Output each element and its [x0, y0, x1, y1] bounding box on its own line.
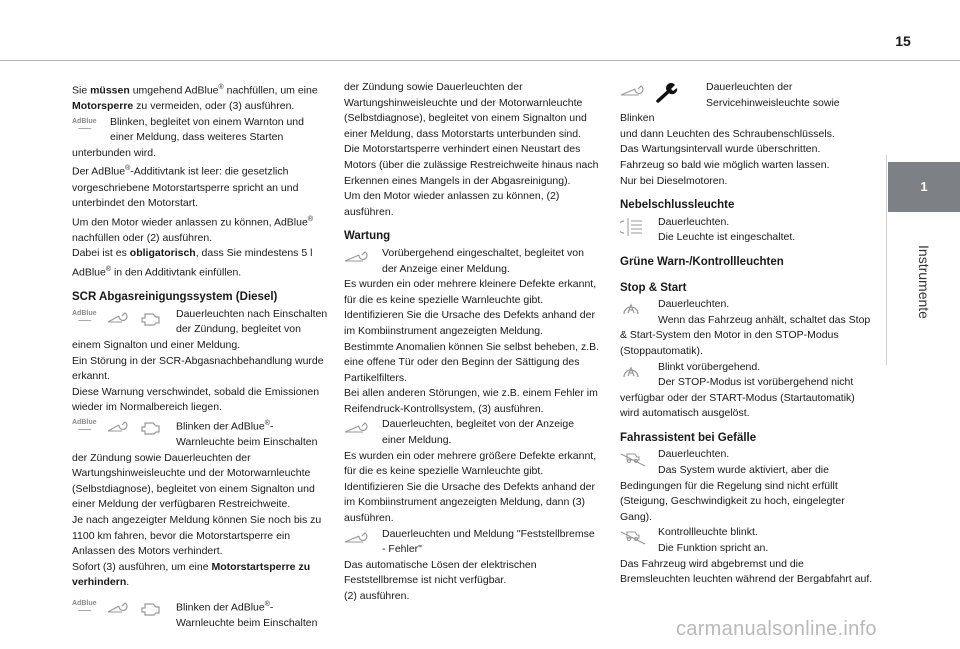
icon-group	[72, 307, 168, 338]
paragraph: Diese Warnung verschwindet, sobald die Emissionen wieder im Normalbereich liegen.	[72, 385, 320, 414]
paragraph: Sie müssen umgehend AdBlue® nachfüllen, um eine Motorsperre zu vermeiden, oder (3) ausführen.	[72, 84, 318, 113]
paragraph: Um den Motor wieder anlassen zu können, AdBlue® nachfüllen oder (2) ausführen.	[72, 215, 313, 244]
icon-description: Dauerleuchten, begleitet von der Anzeige einer Meldung.	[382, 418, 575, 447]
adblue-icon: AdBlue ~~~~~	[72, 309, 97, 325]
icon-description: Vorübergehend eingeschaltet, begleitet von der Anzeige einer Meldung.	[382, 246, 584, 275]
icon-group	[620, 447, 650, 478]
paragraph: (2) ausführen.	[344, 590, 410, 602]
engine-icon	[139, 419, 161, 435]
icon-group	[620, 360, 650, 391]
paragraph: Es wurden ein oder mehrere kleinere Defekte erkannt, für die es keine spezielle Warnleuchte gibt.	[344, 278, 597, 306]
icon-description: Dauerleuchten nach Einschalten der Zündung, begleitet von einem Signalton und einer Meldung.	[72, 307, 328, 351]
chapter-title: Instrumente	[916, 245, 932, 319]
paragraph: der Zündung sowie Dauerleuchten der Wartungshinweisleuchte und der Motorwarnleuchte (Selbstdiagnose), begleitet von einem Signalton und einer Meldung, dass Motorstarts unterbunden sind.	[344, 81, 587, 140]
paragraph: Bestimmte Anomalien können Sie selbst beheben, z.B. eine offene Tür oder den Beginn der Sättigung des Partikelfilters.	[344, 340, 600, 384]
header-rule	[0, 60, 960, 61]
icon-group	[72, 416, 168, 447]
paragraph: Die Motorstartsperre verhindert einen Neustart des Motors (über die zulässige Restreichweite hinaus nach Erkennen eines Mangels in der Abgasreinigung).	[344, 143, 599, 187]
paragraph: Bei allen anderen Störungen, wie z.B. einem Fehler im Reifendruck-Kontrollsystem, (3) ausführen.	[344, 387, 598, 415]
engine-icon	[139, 600, 161, 616]
icon-description: Blinkt vorübergehend. Der STOP-Modus ist vorübergehend nicht verfügbar oder der START-Modus (Startautomatik) wird automatisch ausgelöst.	[620, 360, 855, 420]
icon-group	[344, 246, 374, 277]
column-1	[72, 80, 328, 632]
chapter-tab[interactable]: 1	[888, 162, 960, 212]
paragraph: Fahrzeug so bald wie möglich warten lassen.	[620, 158, 830, 171]
wrench-icon	[107, 419, 129, 433]
column-3	[620, 80, 876, 588]
section-heading: Wartung	[344, 230, 391, 243]
stop-start-icon	[620, 363, 642, 381]
paragraph: Sofort (3) ausführen, um eine Motorstartsperre zu verhindern.	[72, 560, 311, 589]
paragraph: Ein Störung in der SCR-Abgasnachbehandlung wurde erkannt.	[72, 354, 324, 383]
icon-description: Blinken der AdBlue®-Warnleuchte beim Einschalten der Zündung sowie Dauerleuchten der Wartungshinweisleuchte und der Motorwarnleuchte (Selbstdiagnose), begleitet von einem Signalton und einer Meldung der verfügbaren Restreichweite.	[72, 419, 318, 511]
icon-description: Dauerleuchten. Das System wurde aktiviert, aber die Bedingungen für die Regelung sind nicht erfüllt (Steigung, Geschwindigkeit zu hoch, eingelegter Gang).	[620, 448, 845, 523]
icon-group	[344, 417, 374, 448]
wrench-icon	[344, 420, 370, 434]
adblue-icon: AdBlue ~~~~~	[72, 117, 97, 133]
wrench-icon	[344, 249, 370, 263]
icon-group	[620, 80, 698, 111]
paragraph: Um den Motor wieder anlassen zu können, (2) ausführen.	[344, 190, 560, 218]
icon-group	[620, 215, 650, 246]
paragraph: Das Wartungsintervall wurde überschritten.	[620, 143, 821, 156]
paragraph: Je nach angezeigter Meldung können Sie noch bis zu 1100 km fahren, bevor die Motorstartsperre ein Anlassen des Motors verhindert.	[72, 513, 322, 558]
paragraph: Das Fahrzeug wird abgebremst und die Bremsleuchten leuchten während der Bergabfahrt auf.	[620, 557, 873, 586]
wrench-icon	[344, 530, 370, 544]
section-heading: Fahrassistent bei Gefälle	[620, 431, 757, 444]
icon-description: Kontrollleuchte blinkt. Die Funktion spricht an.	[658, 526, 769, 555]
adblue-icon: AdBlue ~~~~~	[72, 599, 97, 615]
paragraph: Identifizieren Sie die Ursache des Defekts anhand der im Kombiinstrument angezeigten Meldung.	[344, 309, 595, 337]
paragraph: und dann Leuchten des Schraubenschlüssels.	[620, 127, 835, 140]
hill-descent-icon	[620, 528, 646, 546]
icon-description: Dauerleuchten. Wenn das Fahrzeug anhält, schaltet das Stop & Start-System den Motor in den STOP-Modus (Stoppautomatik).	[620, 298, 871, 357]
rear-fog-light-icon	[620, 218, 644, 236]
paragraph: Es wurden ein oder mehrere größere Defekte erkannt, für die es keine spezielle Warnleuchte gibt.	[344, 449, 597, 478]
sidebar-rule	[886, 155, 887, 365]
wrench-outline-icon	[620, 83, 646, 97]
section-heading: Grüne Warn-/Kontrollleuchten	[620, 255, 784, 268]
wrench-icon	[107, 600, 129, 614]
icon-group	[72, 597, 168, 628]
paragraph: Der AdBlue®-Additivtank ist leer: die gesetzlich vorgeschriebene Motorstartsperre spricht an und unterbindet den Motorstart.	[72, 165, 299, 210]
icon-group	[620, 525, 650, 556]
watermark: carmanualsonline.info	[676, 618, 877, 640]
paragraph: Identifizieren Sie die Ursache des Defekts anhand der im Kombiinstrument angezeigten Meldung, dann (3) ausführen.	[344, 480, 595, 525]
engine-icon	[139, 310, 161, 326]
column-2	[344, 80, 600, 605]
wrench-solid-icon	[656, 83, 678, 103]
icon-group	[620, 297, 650, 328]
section-heading: Stop & Start	[620, 281, 687, 294]
section-heading: SCR Abgasreinigungssystem (Diesel)	[72, 291, 278, 304]
paragraph: Dabei ist es obligatorisch, dass Sie mindestens 5 l AdBlue® in den Additivtank einfüllen.	[72, 247, 313, 279]
icon-description: Dauerleuchten der Servicehinweisleuchte sowie Blinken	[620, 81, 840, 125]
icon-description: Dauerleuchten. Die Leuchte ist eingeschaltet.	[658, 215, 796, 244]
hill-descent-icon	[620, 450, 646, 468]
wrench-icon	[107, 310, 129, 324]
page-number: 15	[895, 33, 911, 49]
section-heading: Nebelschlussleuchte	[620, 199, 735, 212]
adblue-icon: AdBlue ~~~~~	[72, 418, 97, 434]
icon-description: Blinken, begleitet von einem Warnton und einer Meldung, dass weiteres Starten unterbunden wird.	[72, 115, 304, 159]
icon-description: Blinken der AdBlue®-Warnleuchte beim Einschalten	[176, 600, 318, 629]
stop-start-icon	[620, 300, 642, 318]
paragraph: Das automatische Lösen der elektrischen Feststellbremse ist nicht verfügbar.	[344, 558, 537, 587]
paragraph: Nur bei Dieselmotoren.	[620, 174, 728, 187]
icon-group	[344, 527, 374, 558]
icon-description: Dauerleuchten und Meldung "Feststellbremse - Fehler"	[382, 527, 595, 556]
chapter-label	[888, 212, 960, 352]
